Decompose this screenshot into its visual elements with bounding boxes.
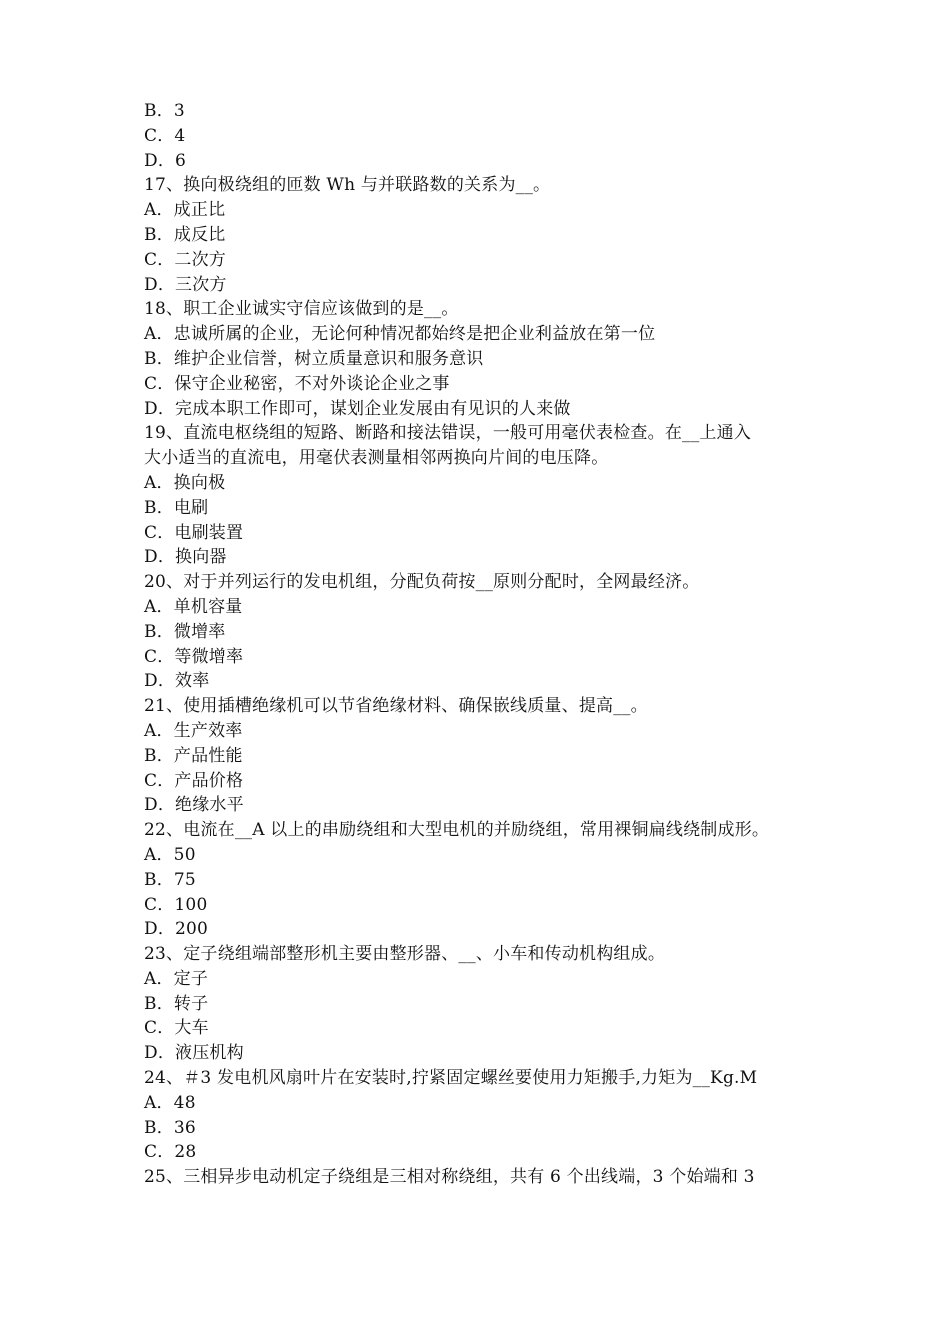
text-line: C．28 [144, 1142, 197, 1163]
text-line: A．单机容量 [144, 596, 243, 617]
text-line: C．产品价格 [144, 770, 244, 791]
text-line: A．50 [144, 844, 196, 865]
text-line: A．成正比 [144, 200, 226, 221]
text-line: C．二次方 [144, 249, 227, 270]
text-line: A．生产效率 [144, 720, 243, 741]
text-line: D．三次方 [144, 274, 227, 295]
text-line: A．48 [144, 1092, 196, 1113]
text-line: D．绝缘水平 [144, 795, 244, 816]
text-line: C．等微增率 [144, 646, 244, 667]
text-line: B．电刷 [144, 497, 209, 518]
text-line: B．产品性能 [144, 745, 243, 766]
text-line: D．液压机构 [144, 1043, 244, 1064]
text-line: C．4 [144, 125, 186, 146]
text-line: C．100 [144, 894, 208, 915]
text-line: B．成反比 [144, 224, 226, 245]
question-22: 22、电流在__A 以上的串励绕组和大型电机的并励绕组，常用裸铜扁线绕制成形。 [144, 820, 770, 841]
text-line: B．微增率 [144, 621, 226, 642]
text-line: D．效率 [144, 671, 210, 692]
text-line: A．定子 [144, 968, 209, 989]
text-line: D．200 [144, 919, 209, 940]
text-line: C．保守企业秘密，不对外谈论企业之事 [144, 373, 450, 394]
text-line: 大小适当的直流电，用毫伏表测量相邻两换向片间的电压降。 [144, 448, 609, 469]
text-line: A．忠诚所属的企业，无论何种情况都始终是把企业利益放在第一位 [144, 324, 656, 345]
question-text-block [144, 99, 812, 1190]
question-18: 18、职工企业诚实守信应该做到的是__。 [144, 299, 459, 320]
text-line: B．3 [144, 101, 185, 121]
text-line: D．6 [144, 150, 187, 171]
question-17: 17、换向极绕组的匝数 Wh 与并联路数的关系为__。 [144, 175, 551, 196]
question-25: 25、三相异步电动机定子绕组是三相对称绕组，共有 6 个出线端，3 个始端和 3 [144, 1167, 755, 1188]
text-line: A．换向极 [144, 472, 226, 493]
question-20: 20、对于并列运行的发电机组，分配负荷按__原则分配时，全网最经济。 [144, 572, 700, 593]
text-line: D．换向器 [144, 547, 227, 568]
question-19: 19、直流电枢绕组的短路、断路和接法错误，一般可用毫伏表检查。在__上通入 [144, 423, 752, 444]
question-23: 23、定子绕组端部整形机主要由整形器、__、小车和传动机构组成。 [144, 944, 666, 965]
text-line: C．大车 [144, 1018, 209, 1039]
text-line: C．电刷装置 [144, 522, 244, 543]
text-line: B．36 [144, 1117, 196, 1138]
question-24: 24、＃3 发电机风扇叶片在安装时,拧紧固定螺丝要使用力矩搬手,力矩为__Kg.M [144, 1068, 758, 1089]
question-21: 21、使用插槽绝缘机可以节省绝缘材料、确保嵌线质量、提高__。 [144, 696, 648, 717]
text-line: B．转子 [144, 993, 209, 1014]
text-line: B．75 [144, 869, 196, 890]
text-line: B．维护企业信誉，树立质量意识和服务意识 [144, 348, 484, 369]
text-line: D．完成本职工作即可，谋划企业发展由有见识的人来做 [144, 398, 571, 419]
